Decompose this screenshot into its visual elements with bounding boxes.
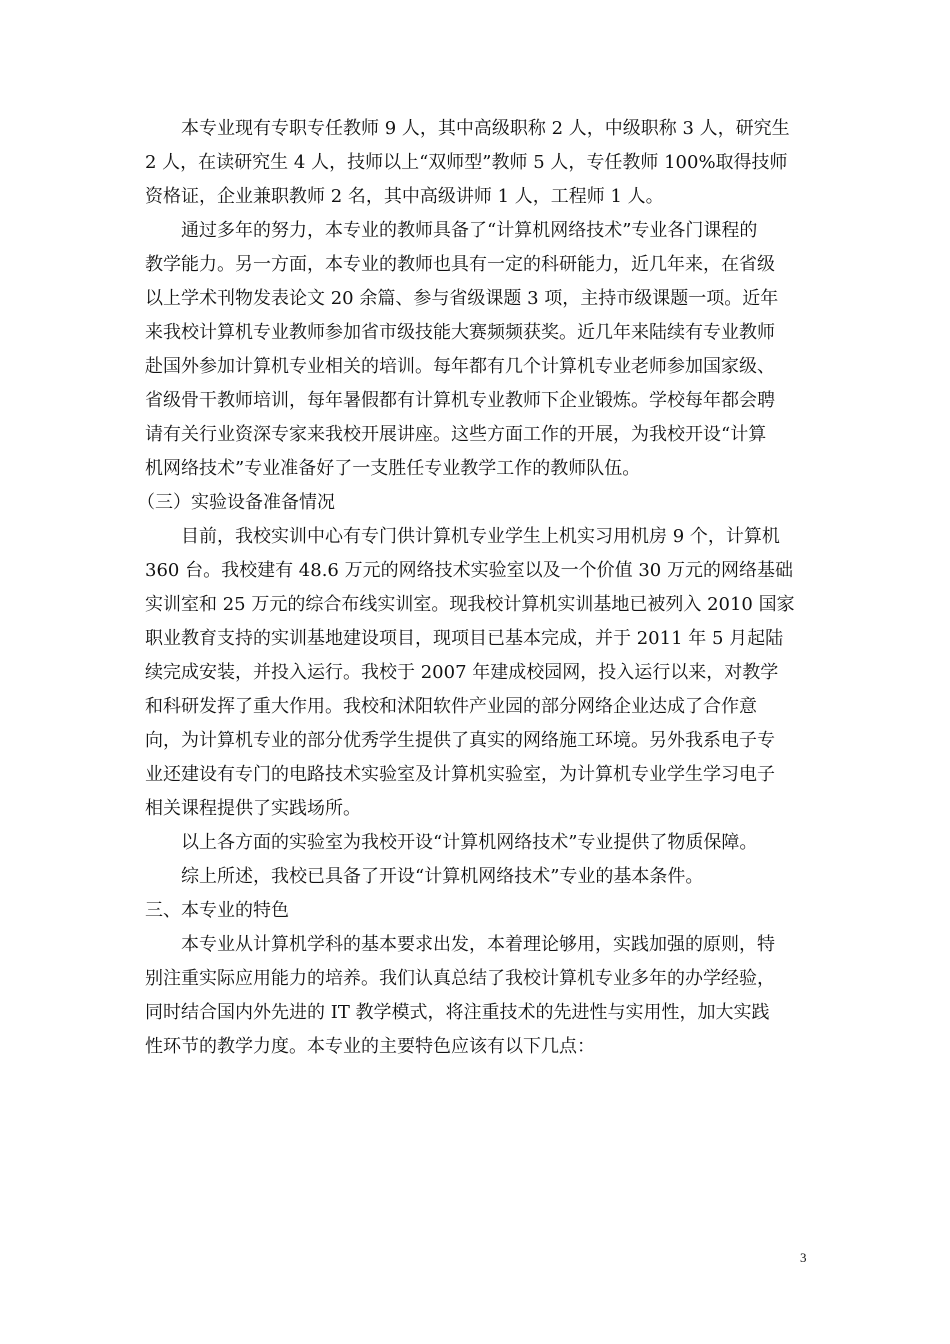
text: 实训室和 25 万元的综合布线实训室。现我校计算机实训基地已被列入 2010 国家 xyxy=(145,594,795,615)
text: 性环节的教学力度。本专业的主要特色应该有以下几点： xyxy=(145,1036,595,1057)
text: 来我校计算机专业教师参加省市级技能大赛频频获奖。近几年来陆续有专业教师 xyxy=(145,322,775,343)
text: 教学能力。另一方面，本专业的教师也具有一定的科研能力，近几年来，在省级 xyxy=(145,254,775,275)
paragraph-line xyxy=(145,112,817,146)
text: 本专业现有专职专任教师 9 人，其中高级职称 2 人，中级职称 3 人，研究生 xyxy=(181,118,790,139)
section-heading xyxy=(137,486,817,520)
paragraph-line xyxy=(145,146,817,180)
text: 省级骨干教师培训，每年暑假都有计算机专业教师下企业锻炼。学校每年都会聘 xyxy=(145,390,775,411)
text: 同时结合国内外先进的 IT 教学模式，将注重技术的先进性与实用性，加大实践 xyxy=(145,1002,770,1023)
text: 相关课程提供了实践场所。 xyxy=(145,798,361,819)
paragraph-line xyxy=(145,758,817,792)
text: 资格证，企业兼职教师 2 名，其中高级讲师 1 人，工程师 1 人。 xyxy=(145,186,664,207)
paragraph-line xyxy=(145,248,817,282)
text: 赴国外参加计算机专业相关的培训。每年都有几个计算机专业老师参加国家级、 xyxy=(145,356,775,377)
text: 本专业从计算机学科的基本要求出发，本着理论够用，实践加强的原则，特 xyxy=(181,934,775,955)
heading-text: （三）实验设备准备情况 xyxy=(137,492,335,513)
text: 360 台。我校建有 48.6 万元的网络技术实验室以及一个价值 30 万元的网络基础 xyxy=(145,560,793,581)
paragraph-line xyxy=(145,826,817,860)
document-body xyxy=(137,112,817,1064)
paragraph-line xyxy=(145,214,817,248)
text: 综上所述，我校已具备了开设“计算机网络技术”专业的基本条件。 xyxy=(181,866,704,887)
paragraph-line xyxy=(145,962,817,996)
paragraph-line xyxy=(145,1030,817,1064)
text: 2 人，在读研究生 4 人，技师以上“双师型”教师 5 人，专任教师 100%取得技师 xyxy=(145,152,788,173)
text: 向，为计算机专业的部分优秀学生提供了真实的网络施工环境。另外我系电子专 xyxy=(145,730,775,751)
text: 机网络技术”专业准备好了一支胜任专业教学工作的教师队伍。 xyxy=(145,458,641,479)
paragraph-line xyxy=(145,452,817,486)
text: 请有关行业资深专家来我校开展讲座。这些方面工作的开展，为我校开设“计算 xyxy=(145,424,767,445)
text: 通过多年的努力，本专业的教师具备了“计算机网络技术”专业各门课程的 xyxy=(181,220,758,241)
paragraph-line xyxy=(145,656,817,690)
text: 以上学术刊物发表论文 20 余篇、参与省级课题 3 项，主持市级课题一项。近年 xyxy=(145,288,779,309)
paragraph-line xyxy=(145,520,817,554)
paragraph-line xyxy=(145,622,817,656)
paragraph-line xyxy=(145,418,817,452)
paragraph-line xyxy=(145,724,817,758)
paragraph-line xyxy=(145,282,817,316)
paragraph-line xyxy=(145,316,817,350)
paragraph-line xyxy=(145,690,817,724)
heading-text: 三、本专业的特色 xyxy=(145,900,289,921)
text: 职业教育支持的实训基地建设项目，现项目已基本完成，并于 2011 年 5 月起陆 xyxy=(145,628,784,649)
text: 业还建设有专门的电路技术实验室及计算机实验室，为计算机专业学生学习电子 xyxy=(145,764,775,785)
paragraph-line xyxy=(145,350,817,384)
page-number: 3 xyxy=(800,1250,807,1265)
paragraph-line xyxy=(145,792,817,826)
paragraph-line xyxy=(145,996,817,1030)
text: 和科研发挥了重大作用。我校和沭阳软件产业园的部分网络企业达成了合作意 xyxy=(145,696,757,717)
text: 续完成安装，并投入运行。我校于 2007 年建成校园网，投入运行以来，对教学 xyxy=(145,662,779,683)
paragraph-line xyxy=(145,554,817,588)
text: 以上各方面的实验室为我校开设“计算机网络技术”专业提供了物质保障。 xyxy=(181,832,758,853)
paragraph-line xyxy=(145,180,817,214)
section-heading xyxy=(145,894,817,928)
paragraph-line xyxy=(145,860,817,894)
text: 目前，我校实训中心有专门供计算机专业学生上机实习用机房 9 个，计算机 xyxy=(181,526,780,547)
paragraph-line xyxy=(145,588,817,622)
paragraph-line xyxy=(145,928,817,962)
text: 别注重实际应用能力的培养。我们认真总结了我校计算机专业多年的办学经验， xyxy=(145,968,775,989)
paragraph-line xyxy=(145,384,817,418)
